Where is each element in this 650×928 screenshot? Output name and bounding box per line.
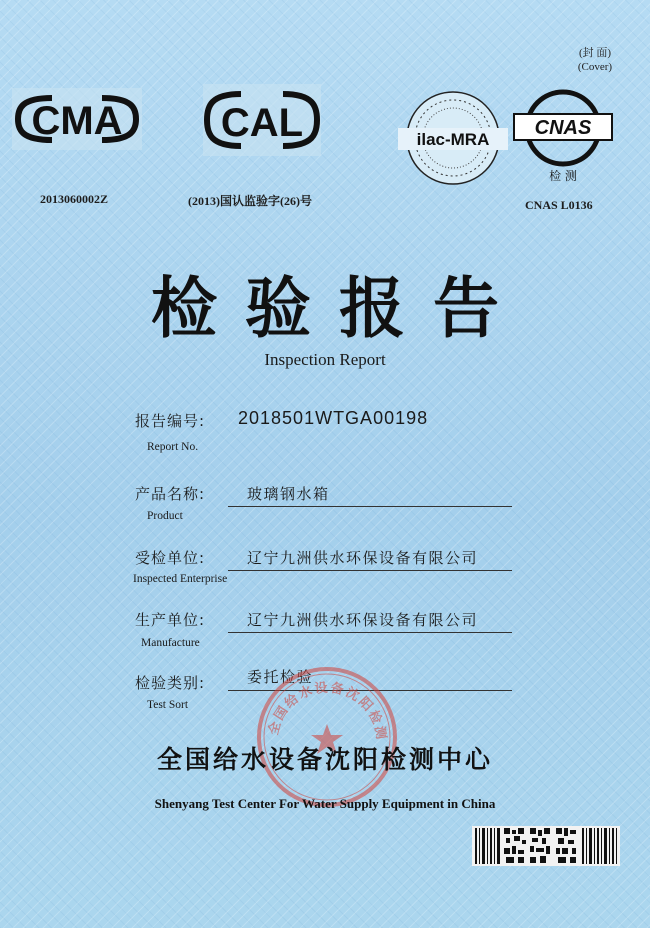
inspected-enterprise-label: 受检单位: <box>135 549 206 567</box>
inspected-enterprise-label-en: Inspected Enterprise <box>133 573 228 585</box>
barcode <box>472 826 620 866</box>
test-sort-value: 委托检验 <box>247 668 314 686</box>
barcode-icon <box>472 826 620 866</box>
product-value: 玻璃钢水箱 <box>247 485 330 503</box>
manufacture-label: 生产单位: <box>135 611 206 629</box>
ilac-mra-logo-icon <box>398 88 508 190</box>
ilac-mra-logo <box>398 88 508 190</box>
cma-number: 2013060002Z <box>40 192 109 206</box>
official-seal-text: 全国给水设备沈阳检测 <box>266 680 389 743</box>
cma-logo <box>12 88 142 150</box>
issuer-name-cn: 全国给水设备沈阳检测中心 <box>156 745 493 774</box>
cover-label <box>560 46 630 74</box>
product-label-en: Product <box>147 510 183 522</box>
cma-logo-icon <box>12 88 142 150</box>
cal-number: (2013)国认监验字(26)号 <box>188 194 312 208</box>
manufacture-underline <box>228 632 512 633</box>
manufacture-label-en: Manufacture <box>141 637 200 649</box>
product-label: 产品名称: <box>135 485 206 503</box>
issuer-name-en: Shenyang Test Center For Water Supply Equipment in China <box>154 796 496 811</box>
cnas-number: CNAS L0136 <box>525 198 593 212</box>
cnas-logo <box>512 86 614 184</box>
report-no-value: 2018501WTGA00198 <box>238 408 429 428</box>
report-title-en: Inspection Report <box>264 350 386 369</box>
inspected-enterprise-underline <box>228 570 512 571</box>
test-sort-label: 检验类别: <box>135 674 206 692</box>
product-underline <box>228 506 512 507</box>
official-seal-icon <box>252 662 402 812</box>
ilac-mra-logo-text: ilac-MRA <box>416 130 490 149</box>
report-no-label-en: Report No. <box>147 441 199 453</box>
manufacture-value: 辽宁九洲供水环保设备有限公司 <box>247 611 479 629</box>
cma-logo-text: CMA <box>31 99 123 143</box>
official-seal <box>252 662 402 812</box>
cnas-sub-text: 检 测 <box>549 169 577 183</box>
inspected-enterprise-value: 辽宁九洲供水环保设备有限公司 <box>247 549 479 567</box>
cal-logo-icon <box>203 84 321 156</box>
report-title-cn: 检验报告 <box>151 270 527 347</box>
cnas-logo-text: CNAS <box>534 117 592 139</box>
report-no-label: 报告编号: <box>135 412 206 430</box>
cal-logo-text: CAL <box>220 101 304 145</box>
cal-logo <box>203 84 321 156</box>
cover-label-cn: (封 面) <box>578 47 612 59</box>
test-sort-label-en: Test Sort <box>147 699 189 711</box>
cnas-logo-icon <box>512 86 614 184</box>
cover-label-en: (Cover) <box>577 61 613 73</box>
